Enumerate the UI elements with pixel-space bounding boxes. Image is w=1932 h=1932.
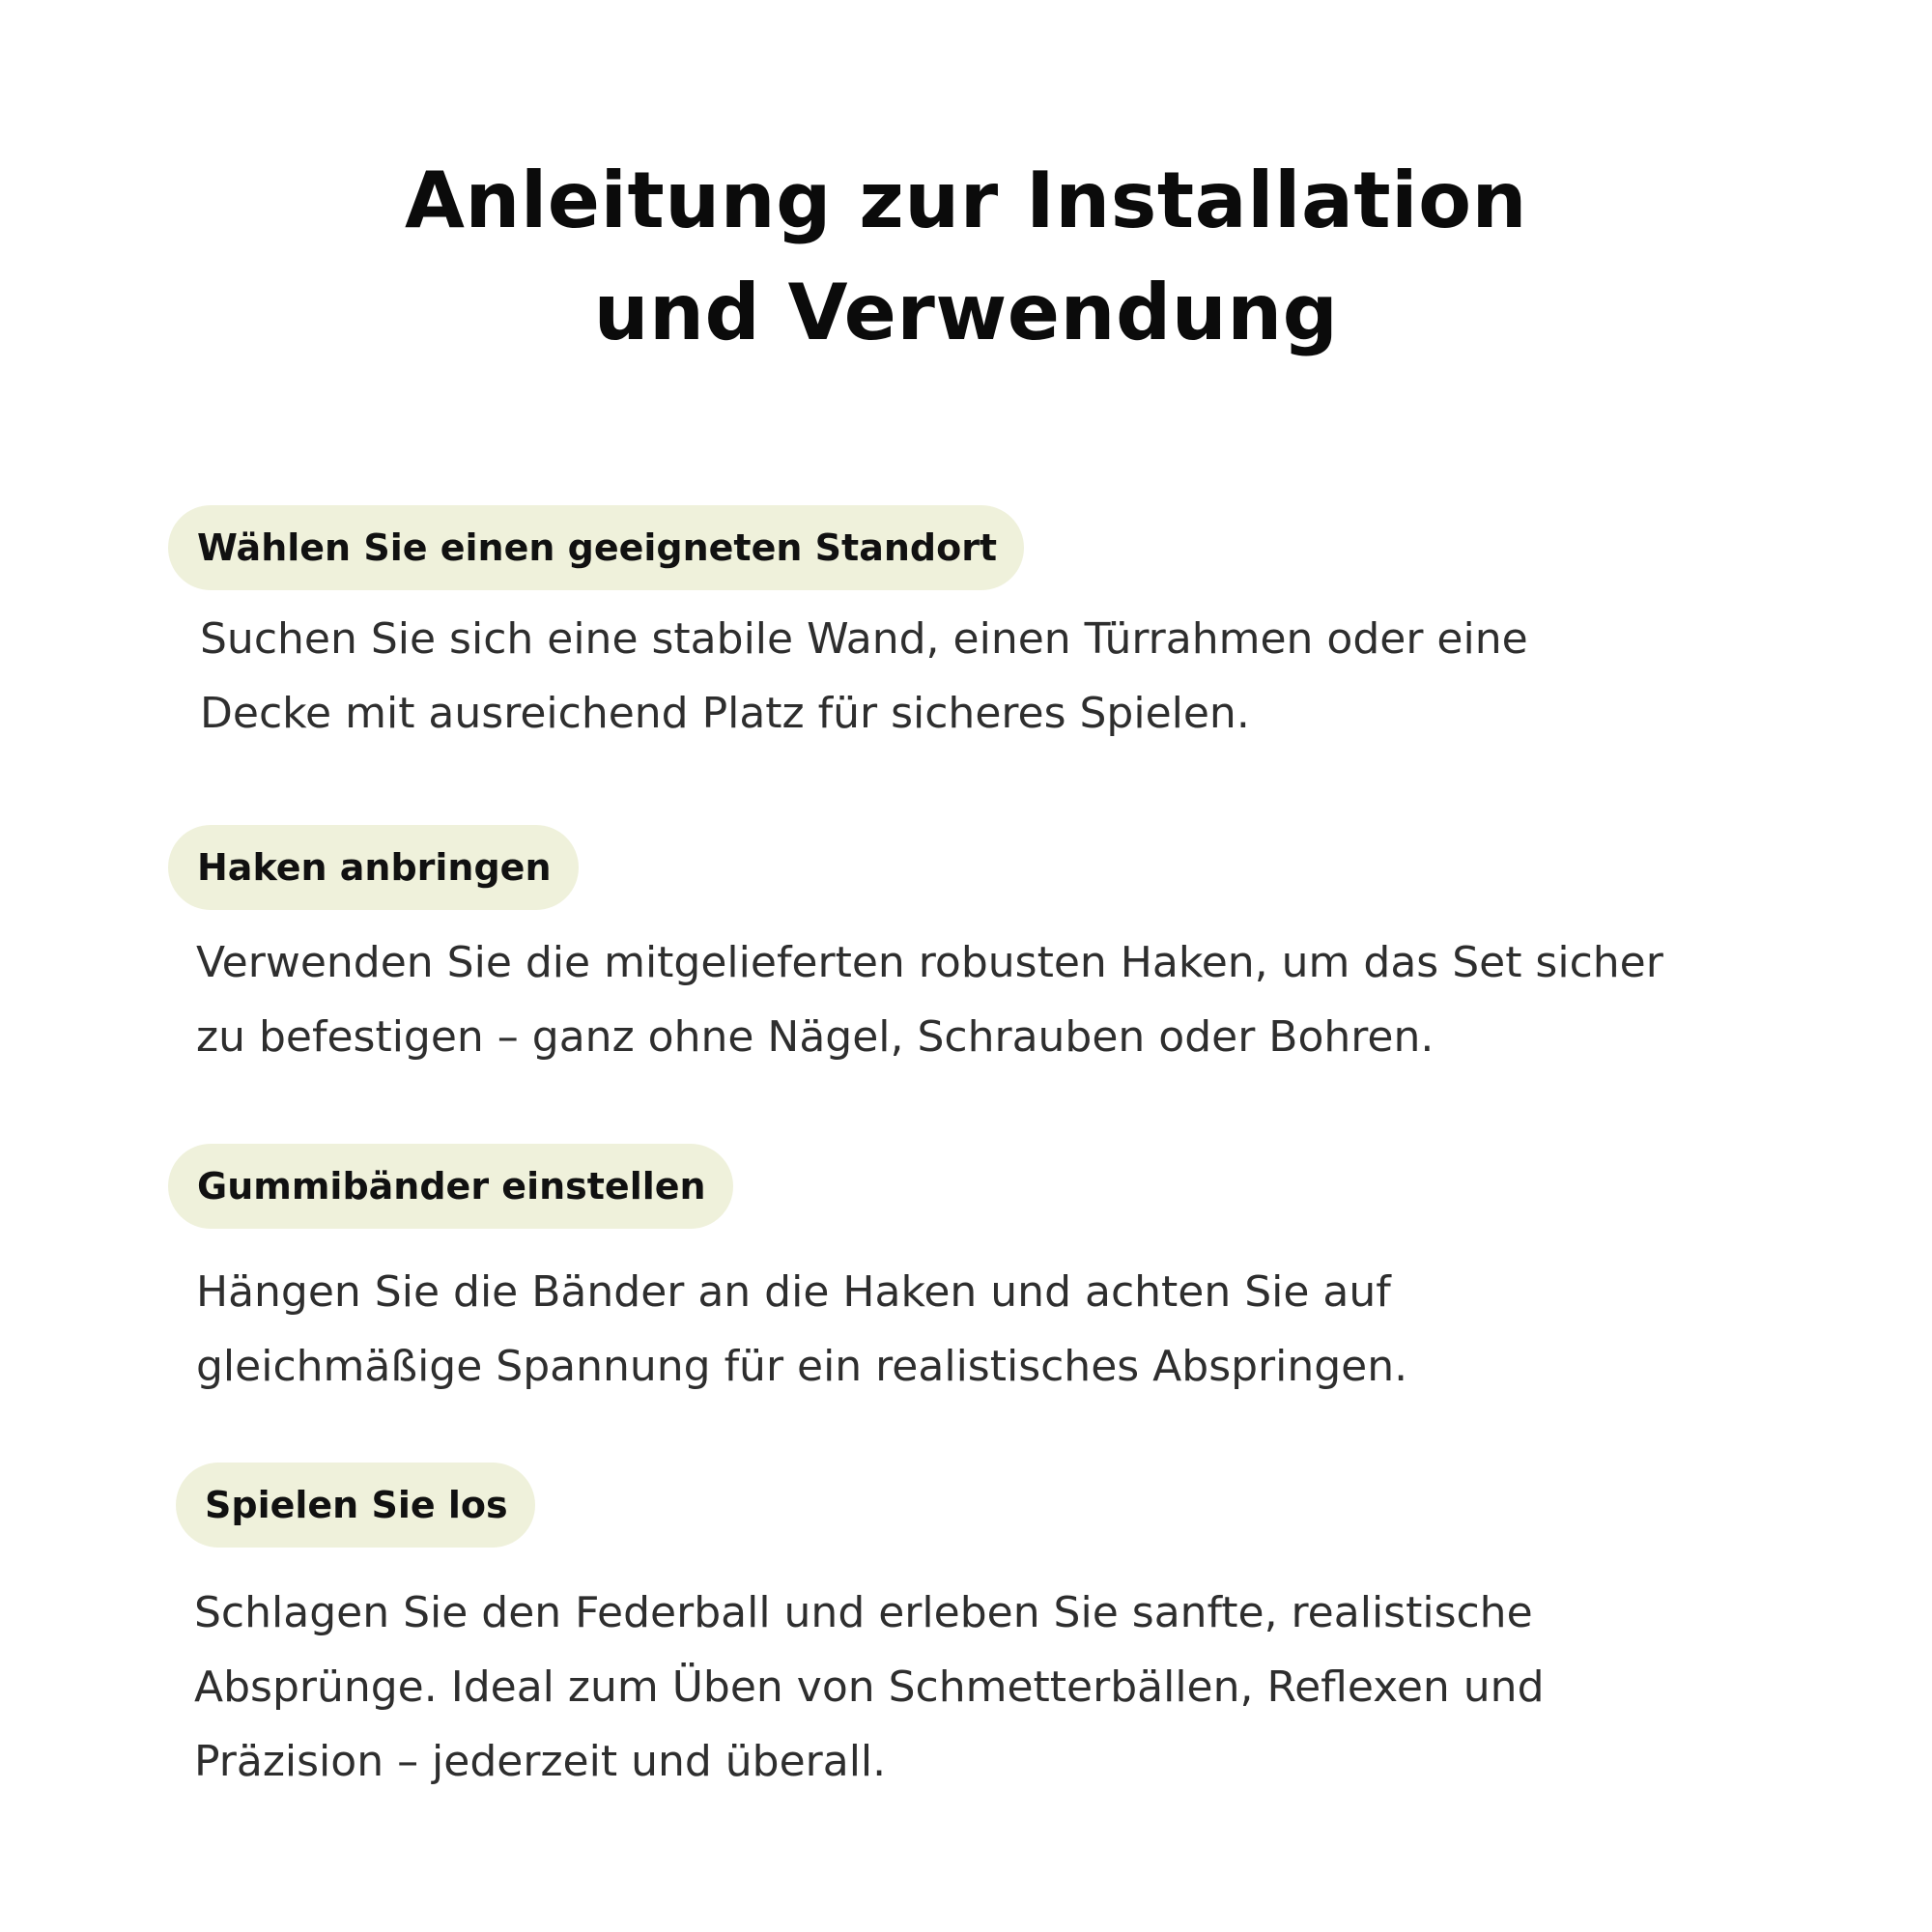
page-title [0, 145, 1932, 369]
step-heading-badge: Gummibänder einstellen [168, 1144, 733, 1229]
step-description [196, 925, 1932, 1074]
step-heading-badge: Haken anbringen [168, 825, 579, 910]
step-description-line: Absprünge. Ideal zum Üben von Schmetterbällen, Reflexen und [194, 1662, 1545, 1712]
step-description-line: Decke mit ausreichend Platz für sicheres Spielen. [200, 689, 1250, 738]
step-description-line: Suchen Sie sich eine stabile Wand, einen Türrahmen oder eine [200, 614, 1528, 664]
step-description [200, 602, 1932, 751]
step-heading-badge: Wählen Sie einen geeigneten Standort [168, 505, 1024, 590]
step-description-line: Präzision – jederzeit und überall. [194, 1737, 887, 1786]
step-description-line: Hängen Sie die Bänder an die Haken und achten Sie auf [196, 1267, 1391, 1317]
step-description [196, 1255, 1932, 1404]
step-description-line: Verwenden Sie die mitgelieferten robusten Haken, um das Set sicher [196, 938, 1663, 987]
step-description-line: Schlagen Sie den Federball und erleben Sie sanfte, realistische [194, 1588, 1533, 1637]
step-description [194, 1576, 1932, 1799]
page-title-line-1: Anleitung zur Installation [404, 156, 1528, 245]
page-title-line-2: und Verwendung [593, 268, 1339, 357]
step-description-line: gleichmäßige Spannung für ein realistisches Abspringen. [196, 1342, 1408, 1391]
step-description-line: zu befestigen – ganz ohne Nägel, Schrauben oder Bohren. [196, 1012, 1435, 1062]
step-heading-badge: Spielen Sie los [176, 1463, 535, 1548]
